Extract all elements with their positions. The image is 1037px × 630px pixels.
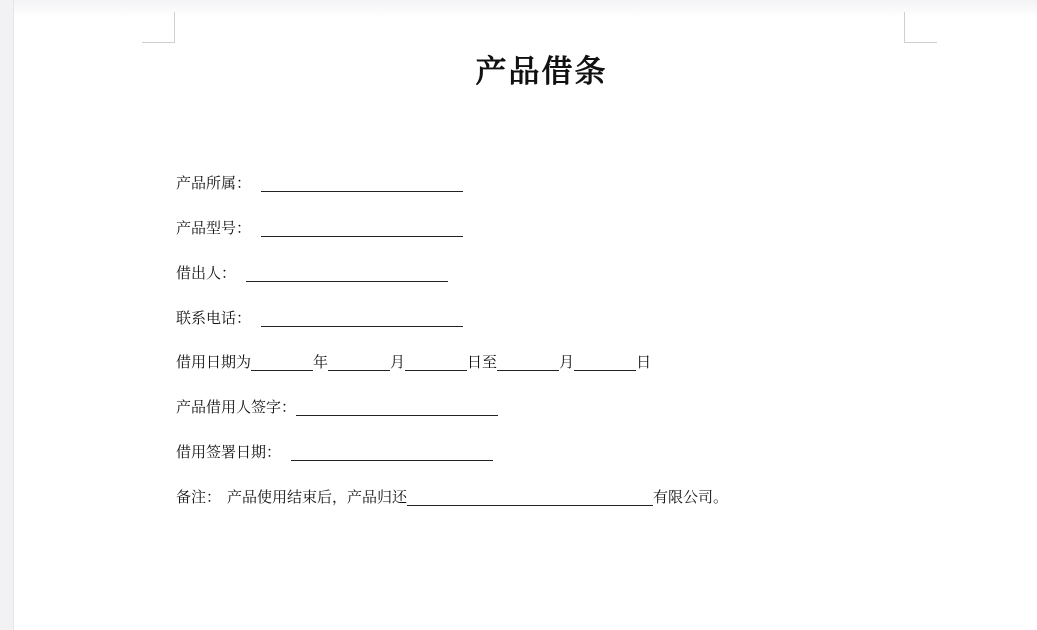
year-unit: 年 <box>313 353 329 371</box>
note-row <box>176 486 728 508</box>
blank-month-end[interactable] <box>497 356 559 371</box>
month-unit: 月 <box>390 353 406 371</box>
field-borrow-date <box>176 351 651 373</box>
field-label: 借用签署日期： <box>176 443 282 461</box>
blank-year[interactable] <box>251 356 313 371</box>
blank-day-end[interactable] <box>574 356 636 371</box>
month-unit: 月 <box>559 353 575 371</box>
day-unit: 日 <box>636 353 652 371</box>
note-suffix: 有限公司。 <box>653 488 729 506</box>
field-sign-date <box>176 441 493 463</box>
field-product-model <box>176 217 463 239</box>
document-title: 产品借条 <box>475 54 608 90</box>
blank-line-contact-phone[interactable] <box>261 312 463 327</box>
margin-corner-mark-top-left <box>142 12 175 43</box>
blank-line-company[interactable] <box>407 491 653 506</box>
field-label: 产品型号： <box>176 219 252 237</box>
field-label: 联系电话： <box>176 309 252 327</box>
left-gutter <box>0 0 14 630</box>
field-label: 借出人： <box>176 264 237 282</box>
field-borrower-signature <box>176 396 498 418</box>
note-text: 产品使用结束后，产品归还 <box>227 488 408 506</box>
blank-line-borrower-signature[interactable] <box>296 401 498 416</box>
blank-line-lender[interactable] <box>246 267 448 282</box>
margin-corner-mark-top-right <box>904 12 937 43</box>
date-prefix: 借用日期为 <box>176 353 252 371</box>
day-to-unit: 日至 <box>467 353 498 371</box>
blank-line-sign-date[interactable] <box>291 446 493 461</box>
blank-month-start[interactable] <box>328 356 390 371</box>
field-lender <box>176 262 448 284</box>
field-label: 产品借用人签字： <box>176 398 297 416</box>
field-label: 产品所属： <box>176 174 252 192</box>
blank-line-product-owner[interactable] <box>261 177 463 192</box>
field-product-owner <box>176 172 463 194</box>
blank-line-product-model[interactable] <box>261 222 463 237</box>
note-prefix: 备注： <box>176 488 222 506</box>
field-contact-phone <box>176 307 463 329</box>
blank-day-start[interactable] <box>405 356 467 371</box>
